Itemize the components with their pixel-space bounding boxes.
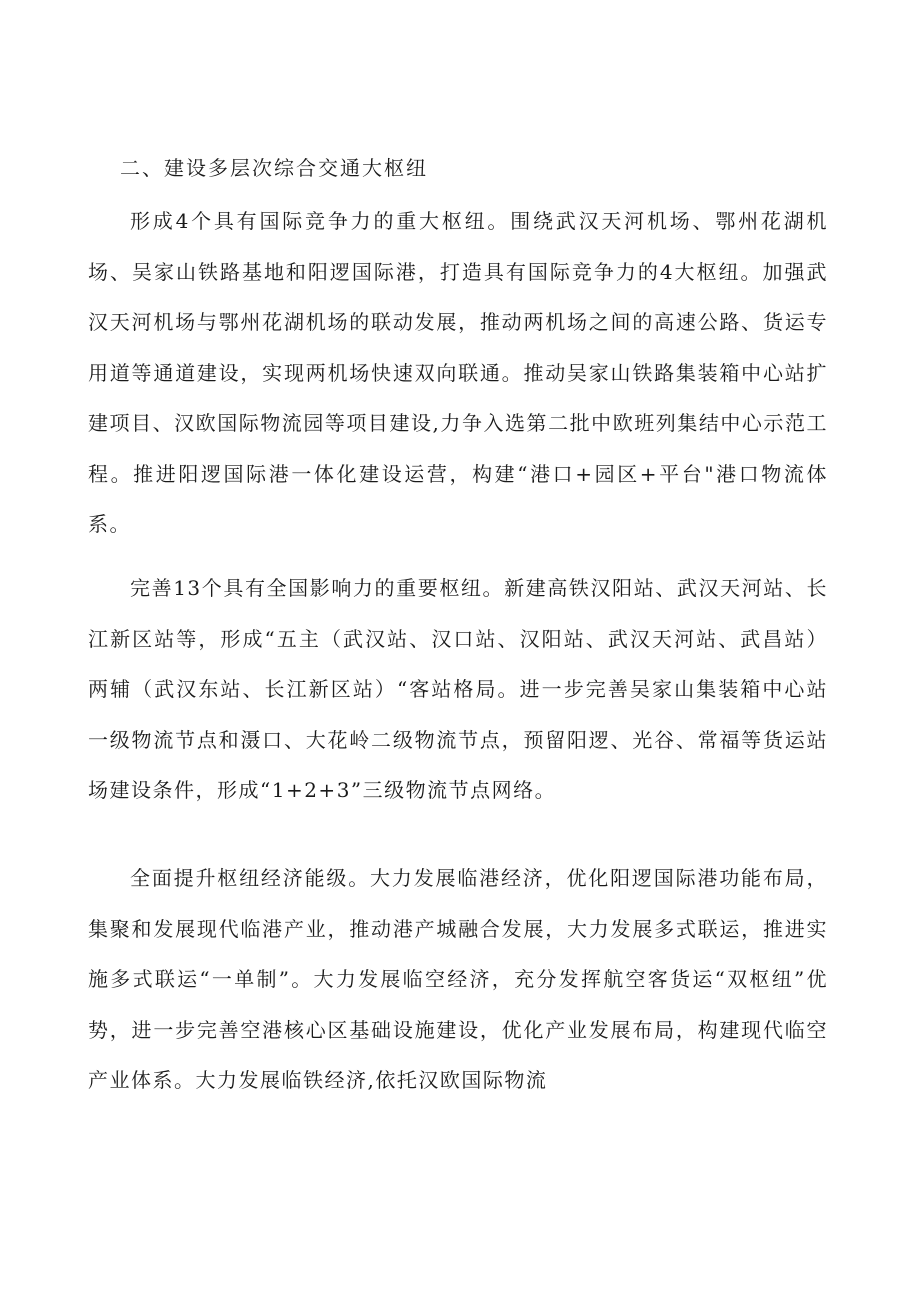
section-heading: 二、建设多层次综合交通大枢纽: [120, 156, 428, 180]
paragraph-important-hubs: 完善13个具有全国影响力的重要枢纽。新建高铁汉阳站、武汉天河站、长江新区站等，形成“五主（武汉站、汉口站、汉阳站、武汉天河站、武昌站）两辅（武汉东站、长江新区站）“客站格局。进一步完善吴家山集装箱中心站一级物流节点和滠口、大花岭二级物流节点，预留阳逻、光谷、常福等货运站场建设条件，形成“1+2+3”三级物流节点网络。: [88, 576, 828, 802]
paragraph-hub-economy: 全面提升枢纽经济能级。大力发展临港经济，优化阳逻国际港功能布局，集聚和发展现代临港产业，推动港产城融合发展，大力发展多式联运，推进实施多式联运“一单制”。大力发展临空经济，充分发挥航空客货运“双枢纽”优势，进一步完善空港核心区基础设施建设，优化产业发展布局，构建现代临空产业体系。大力发展临铁经济,依托汉欧国际物流: [88, 866, 828, 1092]
paragraph-major-hubs: 形成4个具有国际竞争力的重大枢纽。围绕武汉天河机场、鄂州花湖机场、吴家山铁路基地和阳逻国际港，打造具有国际竞争力的4大枢纽。加强武汉天河机场与鄂州花湖机场的联动发展，推动两机场之间的高速公路、货运专用道等通道建设，实现两机场快速双向联通。推动吴家山铁路集装箱中心站扩建项目、汉欧国际物流园等项目建设,力争入选第二批中欧班列集结中心示范工程。推进阳逻国际港一体化建设运营，构建“港口+园区+平台"港口物流体系。: [88, 209, 828, 536]
